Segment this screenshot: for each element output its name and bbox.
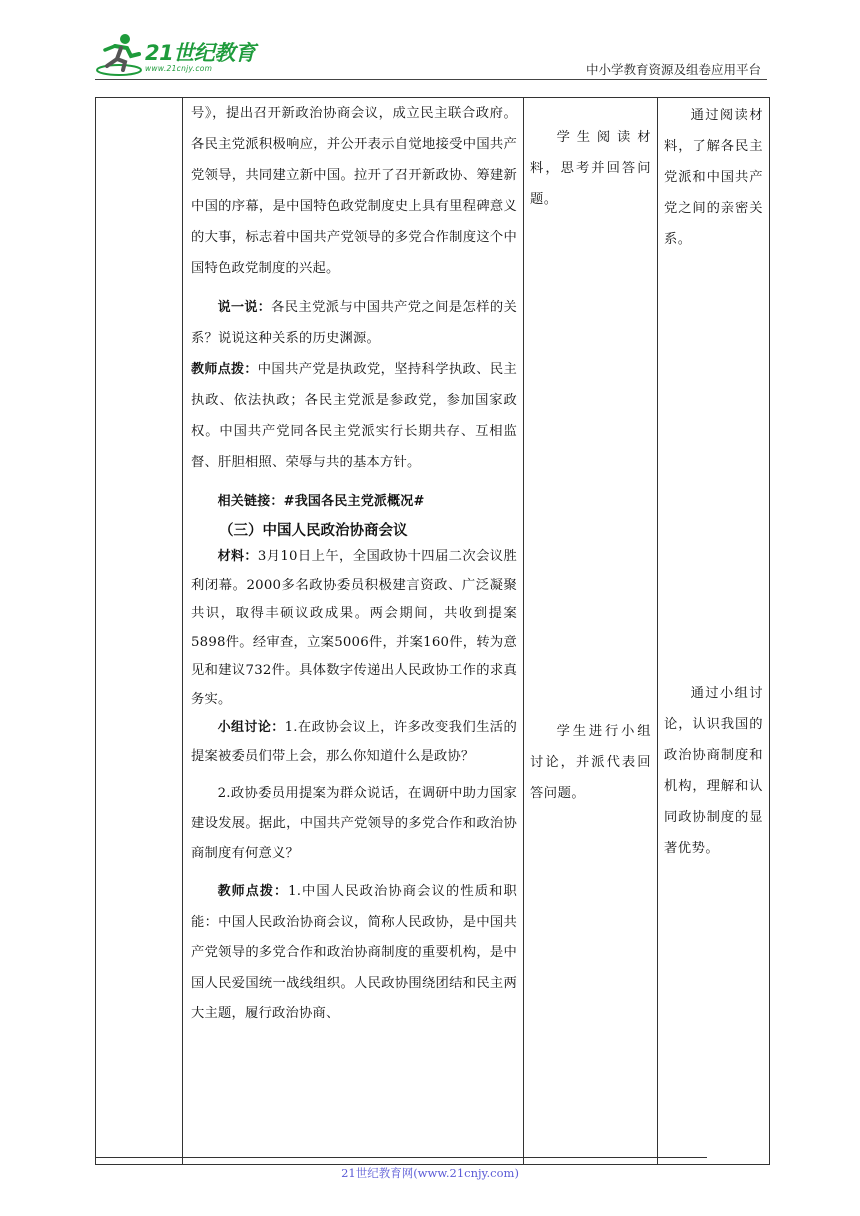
platform-name: 中小学教育资源及组卷应用平台 <box>585 62 761 77</box>
group-question-2: 2.政协委员用提案为群众说话，在调研中助力国家建设发展。据此，中国共产党领导的多党合作和政治协商制度有何意义？ <box>191 786 517 861</box>
lesson-plan-table <box>95 97 770 1165</box>
related-link <box>183 486 523 517</box>
logo-text: 21世纪教育 <box>145 41 256 65</box>
discuss-text: 各民主党派与中国共产党之间是怎样的关系？说说这种关系的历史渊源。 <box>191 300 517 346</box>
discuss-label: 说一说： <box>217 300 272 315</box>
group-question-1: 1.在政协会议上，许多改变我们生活的提案被委员们带上会，那么你知道什么是政协？ <box>191 720 517 764</box>
teacher-tip-1 <box>183 354 523 478</box>
stage-column-cell <box>96 98 183 1165</box>
design-intent-1: 通过阅读材料，了解各民主党派和中国共产党之间的亲密关系。 <box>664 108 763 247</box>
material-label: 材料： <box>217 549 258 564</box>
teacher-tip-label: 教师点拨： <box>191 362 258 377</box>
teaching-content-cell <box>183 98 524 1165</box>
material-paragraph <box>183 543 523 714</box>
teaching-content <box>183 98 523 1140</box>
design-intent <box>658 100 769 1142</box>
group-discussion-label: 小组讨论： <box>217 720 285 735</box>
footer-link[interactable]: 21世纪教育网(www.21cnjy.com) <box>341 1166 519 1180</box>
teacher-tip-2-label: 教师点拨： <box>217 884 289 899</box>
header-divider <box>95 79 767 80</box>
group-discussion <box>183 714 523 771</box>
design-intent-2: 通过小组讨论，认识我国的政治协商制度和机构，理解和认同政协制度的显著优势。 <box>664 686 763 856</box>
related-link-label: 相关链接： <box>217 494 284 509</box>
student-activity-1: 学生阅读材料，思考并回答问题。 <box>530 130 651 207</box>
teacher-tip-2-text: 1.中国人民政治协商会议的性质和职能：中国人民政治协商会议，简称人民政协，是中国共产党领导的多党合作和政治协商制度的重要机构，是中国人民爱国统一战线组织。人民政协围绕团结和民主两大主题，履行政治协商、 <box>191 884 517 1021</box>
page-header <box>95 30 767 80</box>
site-logo[interactable] <box>95 30 265 78</box>
teacher-tip-2 <box>183 877 523 1030</box>
section-title: （三）中国人民政治协商会议 <box>219 523 408 539</box>
student-activity-cell <box>524 98 658 1165</box>
table-row <box>96 98 770 1165</box>
discuss-prompt <box>183 292 523 354</box>
logo-url: www.21cnjy.com <box>145 64 213 73</box>
student-activity <box>524 122 657 1164</box>
student-activity-2: 学生进行小组讨论，并派代表回答问题。 <box>530 724 651 801</box>
teacher-tip-text: 中国共产党是执政党，坚持科学执政、民主执政、依法执政；各民主党派是参政党，参加国家政权。中国共产党同各民主党派实行长期共存、互相监督、肝胆相照、荣辱与共的基本方针。 <box>191 362 517 470</box>
paragraph-history: 号》，提出召开新政治协商会议，成立民主联合政府。各民主党派积极响应，并公开表示自觉地接受中国共产党领导，共同建立新中国。拉开了召开新政协、筹建新中国的序幕，是中国特色政党制度史上具有里程碑意义的大事，标志着中国共产党领导的多党合作制度这个中国特色政党制度的兴起。 <box>191 106 517 276</box>
related-link-text[interactable]: #我国各民主党派概况# <box>283 494 425 509</box>
material-text: 3月10日上午，全国政协十四届二次会议胜利闭幕。2000多名政协委员积极建言资政、广泛凝聚共识，取得丰硕议政成果。两会期间，共收到提案5898件。经审查，立案5006件，并案160件，转为意见和建议732件。具体数字传递出人民政协工作的求真务实。 <box>191 549 517 707</box>
footer-divider <box>95 1157 707 1158</box>
runner-logo-icon <box>95 32 145 78</box>
design-intent-cell <box>658 98 770 1165</box>
